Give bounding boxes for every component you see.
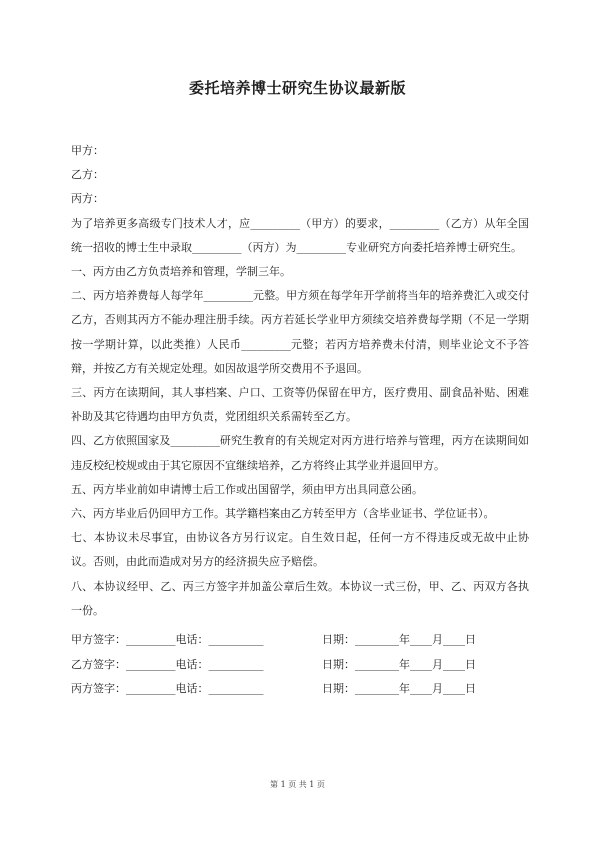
clause-4: 四、乙方依照国家及_________研究生教育的有关规定对丙方进行培养与管理，丙方在读期间如违反校纪校规或由于其它原因不宜继续培养，乙方将终止其学业并退回甲方。 (71, 434, 529, 472)
clause-1: 一、丙方由乙方负责培养和管理，学制三年。 (71, 265, 291, 279)
clause-3: 三、丙方在读期间，其人事档案、户口、工资等仍保留在甲方，医疗费用、副食品补贴、困难补助及其它待遇均由甲方负责，党团组织关系需转至乙方。 (71, 386, 529, 424)
signature-date-b: 日期：________年____月____日 (322, 658, 476, 671)
party-b-line: 乙方： (71, 168, 104, 182)
clause-6: 六、丙方毕业后仍回甲方工作。其学籍档案由乙方转至甲方（含毕业证书、学位证书）。 (71, 507, 495, 521)
signature-party-c: 丙方签字：_________电话：__________ (71, 682, 264, 695)
preamble-paragraph: 为了培养更多高级专门技术人才，应_________（甲方）的要求，_________（乙方）从年全国统一招收的博士生中录取_________（丙方）为_________专业研究方向委托培养博士研究生。 (71, 216, 529, 254)
signature-row-party-a (71, 631, 531, 649)
clause-8: 八、本协议经甲、乙、丙三方签字并加盖公章后生效。本协议一式三份，甲、乙、丙双方各执一份。 (71, 579, 529, 617)
party-c-line: 丙方： (71, 192, 104, 206)
page-footer: 第 1 页 共 1 页 (270, 780, 325, 789)
clause-2: 二、丙方培养费每人每学年_________元整。甲方须在每学年开学前将当年的培养费汇入或交付乙方，否则其丙方不能办理注册手续。丙方若延长学业甲方须续交培养费每学期（不足一学期按一学期计算，以此类推）人民币_________元整；若丙方培养费未付清，则毕业论文不予答辩，并按乙方有关规定处理。如因故退学所交费用不予退回。 (71, 289, 529, 375)
signature-row-party-b (71, 656, 531, 674)
clause-7: 七、本协议未尽事宜，由协议各方另行议定。自生效日起，任何一方不得违反或无故中止协议。否则，由此而造成对另方的经济损失应予赔偿。 (71, 531, 529, 569)
clause-5: 五、丙方毕业前如申请博士后工作或出国留学，须由甲方出具同意公函。 (71, 482, 423, 496)
signature-date-c: 日期：________年____月____日 (322, 682, 476, 695)
signature-party-a: 甲方签字：_________电话：__________ (71, 633, 264, 646)
signature-date-a: 日期：________年____月____日 (322, 633, 476, 646)
signature-row-party-c (71, 680, 531, 698)
signature-party-b: 乙方签字：_________电话：__________ (71, 658, 264, 671)
party-a-line: 甲方： (71, 144, 104, 157)
document-title: 委托培养博士研究生协议最新版 (188, 79, 406, 97)
document-body (71, 139, 529, 623)
